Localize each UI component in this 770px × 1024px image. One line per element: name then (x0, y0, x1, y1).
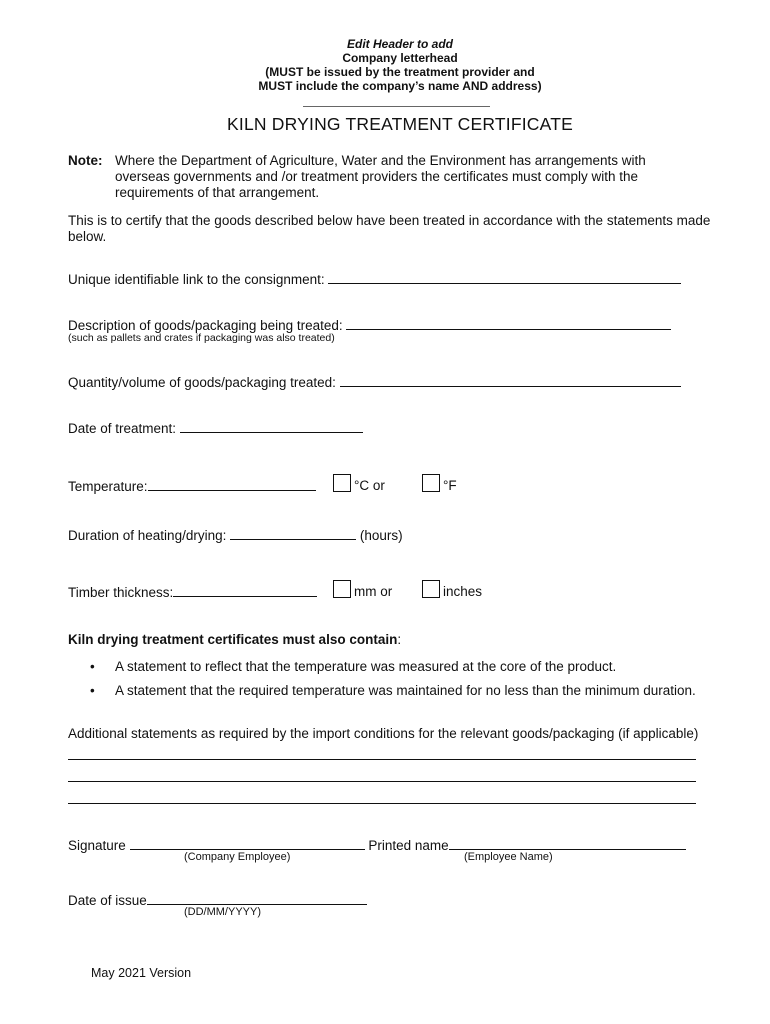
issue-date-caption: (DD/MM/YYYY) (184, 906, 261, 918)
description-hint: (such as pallets and crates if packaging was also treated) (68, 332, 335, 344)
inches-checkbox[interactable] (422, 580, 440, 598)
list-item: • A statement to reflect that the temperature was measured at the core of the product. (90, 655, 696, 679)
quantity-field[interactable] (340, 373, 681, 387)
additional-line-3[interactable] (68, 803, 696, 804)
celsius-option (333, 474, 385, 494)
must-contain-heading: Kiln drying treatment certificates must also contain: (68, 632, 402, 647)
list-item: • A statement that the required temperature was maintained for no less than the minimum duration. (90, 679, 696, 703)
consignment-row (68, 270, 681, 288)
page-title: KILN DRYING TREATMENT CERTIFICATE (227, 114, 573, 134)
printed-name-field[interactable] (449, 836, 686, 850)
duration-field[interactable] (230, 526, 356, 540)
mm-label: mm or (354, 584, 393, 599)
treatment-date-field[interactable] (180, 419, 363, 433)
treatment-date-label: Date of treatment: (68, 421, 177, 436)
fahrenheit-label: °F (443, 478, 457, 493)
certify-statement: This is to certify that the goods described below have been treated in accordance with the statements made below. (68, 213, 711, 244)
note-text: Where the Department of Agriculture, Water and the Environment has arrangements with overseas governments and /or treatment providers the certificates must comply with the requirements of that arrangement. (115, 153, 646, 200)
duration-row (68, 526, 403, 544)
header-line-1: Edit Header to add (346, 37, 453, 51)
mm-option (333, 580, 392, 600)
celsius-checkbox[interactable] (333, 474, 351, 492)
thickness-row (68, 583, 317, 601)
issue-date-field[interactable] (147, 891, 367, 905)
header-line-4: MUST include the company’s name AND address) (258, 79, 542, 93)
thickness-field[interactable] (173, 583, 317, 597)
signature-row (68, 836, 686, 854)
duration-unit: (hours) (359, 528, 403, 543)
issue-date-label: Date of issue (68, 893, 147, 908)
celsius-label: °C or (354, 478, 385, 493)
header-divider (303, 106, 490, 107)
consignment-label: Unique identifiable link to the consignment: (68, 272, 325, 287)
additional-line-2[interactable] (68, 781, 696, 782)
description-field[interactable] (346, 316, 671, 330)
consignment-field[interactable] (328, 270, 681, 284)
letterhead-placeholder (0, 37, 770, 93)
quantity-label: Quantity/volume of goods/packaging treated: (68, 375, 336, 390)
additional-line-1[interactable] (68, 759, 696, 760)
bullet-icon: • (90, 683, 95, 698)
thickness-label: Timber thickness: (68, 585, 174, 600)
fahrenheit-option (422, 474, 457, 494)
header-line-3: (MUST be issued by the treatment provider and (265, 65, 535, 79)
description-label: Description of goods/packaging being treated: (68, 318, 343, 333)
must-contain-list (90, 655, 696, 703)
printed-name-caption: (Employee Name) (464, 851, 553, 863)
temperature-label: Temperature: (68, 479, 148, 494)
header-line-2: Company letterhead (342, 51, 458, 65)
additional-statements-label: Additional statements as required by the import conditions for the relevant goods/packaging (if applicable) (68, 726, 699, 741)
inches-option (422, 580, 482, 600)
signature-caption: (Company Employee) (184, 851, 291, 863)
printed-name-label: Printed name (368, 838, 449, 853)
note-label: Note: (68, 153, 103, 168)
fahrenheit-checkbox[interactable] (422, 474, 440, 492)
version-footer: May 2021 Version (91, 966, 192, 980)
signature-label: Signature (68, 838, 126, 853)
treatment-date-row (68, 419, 363, 437)
signature-field[interactable] (130, 836, 365, 850)
temperature-row (68, 477, 316, 495)
bullet-icon: • (90, 659, 95, 674)
inches-label: inches (443, 584, 483, 599)
temperature-field[interactable] (148, 477, 316, 491)
mm-checkbox[interactable] (333, 580, 351, 598)
quantity-row (68, 373, 681, 391)
duration-label: Duration of heating/drying: (68, 528, 227, 543)
